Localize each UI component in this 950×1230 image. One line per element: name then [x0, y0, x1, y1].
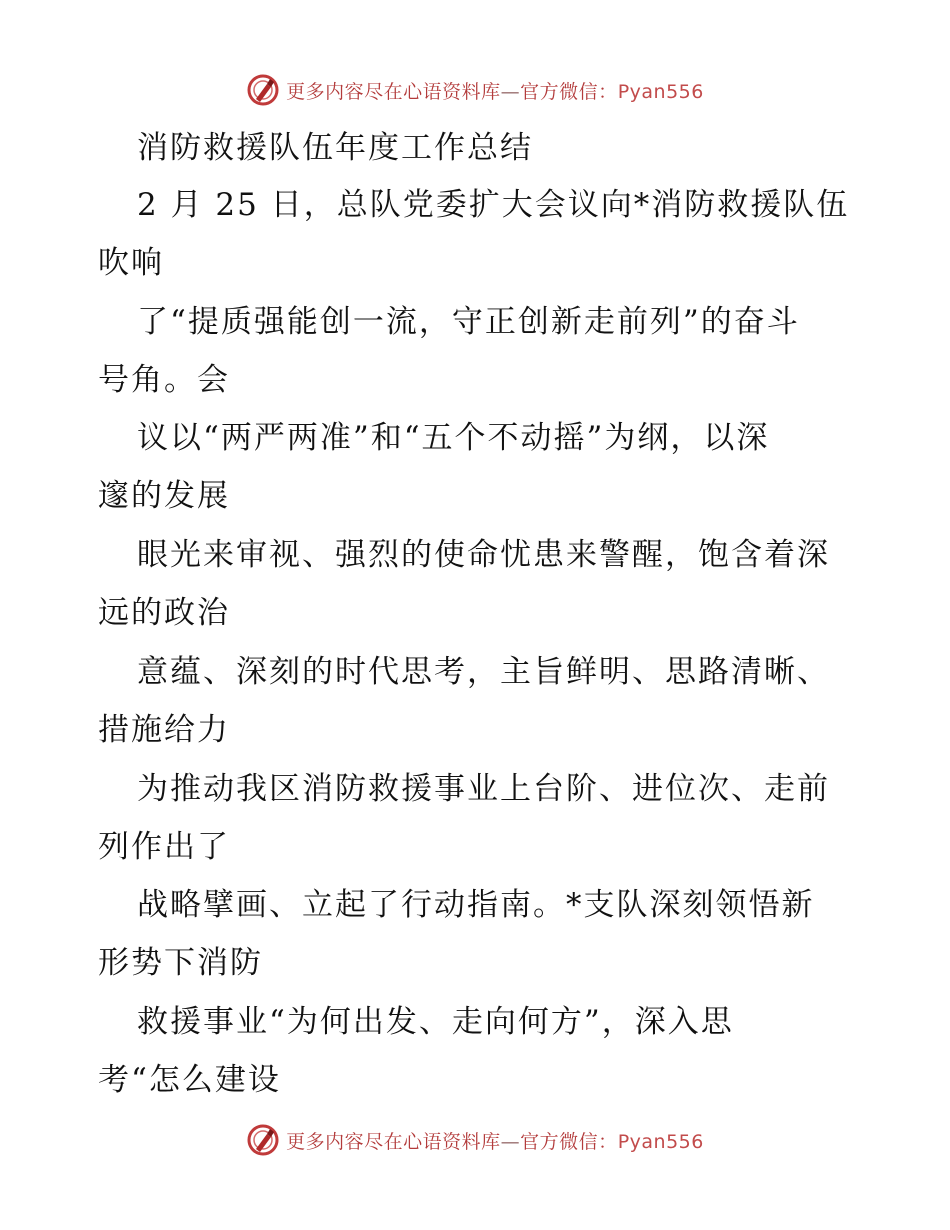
pen-nib-circle-icon	[246, 73, 280, 107]
text-line: 为推动我区消防救援事业上台阶、进位次、走前	[137, 771, 830, 807]
text-line: 吹响	[98, 245, 164, 281]
text-line: 远的政治	[98, 595, 230, 631]
watermark-slogan: 更多内容尽在心语资料库	[286, 1130, 501, 1153]
watermark-handle: Pyan556	[617, 80, 704, 103]
header-watermark	[0, 70, 950, 110]
watermark-separator: —	[500, 80, 521, 103]
watermark-text	[286, 77, 704, 104]
watermark-contact: 官方微信：	[520, 1130, 618, 1153]
watermark-slogan: 更多内容尽在心语资料库	[286, 80, 501, 103]
watermark-contact: 官方微信：	[520, 80, 618, 103]
text-line: 形势下消防	[98, 945, 263, 981]
text-line: 议以“两严两准”和“五个不动摇”为纲，以深	[137, 420, 770, 456]
footer-watermark	[0, 1120, 950, 1160]
text-line: 邃的发展	[98, 478, 230, 514]
text-line: 救援事业“为何出发、走向何方”，深入思	[137, 1004, 734, 1040]
text-line: 措施给力	[98, 712, 230, 748]
text-line: 意蕴、深刻的时代思考，主旨鲜明、思路清晰、	[137, 654, 830, 690]
text-line: 考“怎么建设	[98, 1062, 281, 1098]
text-line: 号角。会	[98, 362, 230, 398]
watermark-separator: —	[500, 1130, 521, 1153]
pen-nib-circle-icon	[246, 1123, 280, 1157]
text-line: 2 月 25 日，总队党委扩大会议向*消防救援队伍	[137, 187, 850, 223]
watermark-text	[286, 1127, 704, 1154]
text-line: 了“提质强能创一流，守正创新走前列”的奋斗	[137, 304, 800, 340]
document-title: 消防救援队伍年度工作总结	[137, 130, 533, 166]
text-line: 列作出了	[98, 829, 230, 865]
text-line: 战略擘画、立起了行动指南。*支队深刻领悟新	[137, 887, 815, 923]
watermark-handle: Pyan556	[617, 1130, 704, 1153]
text-line: 眼光来审视、强烈的使命忧患来警醒，饱含着深	[137, 537, 830, 573]
